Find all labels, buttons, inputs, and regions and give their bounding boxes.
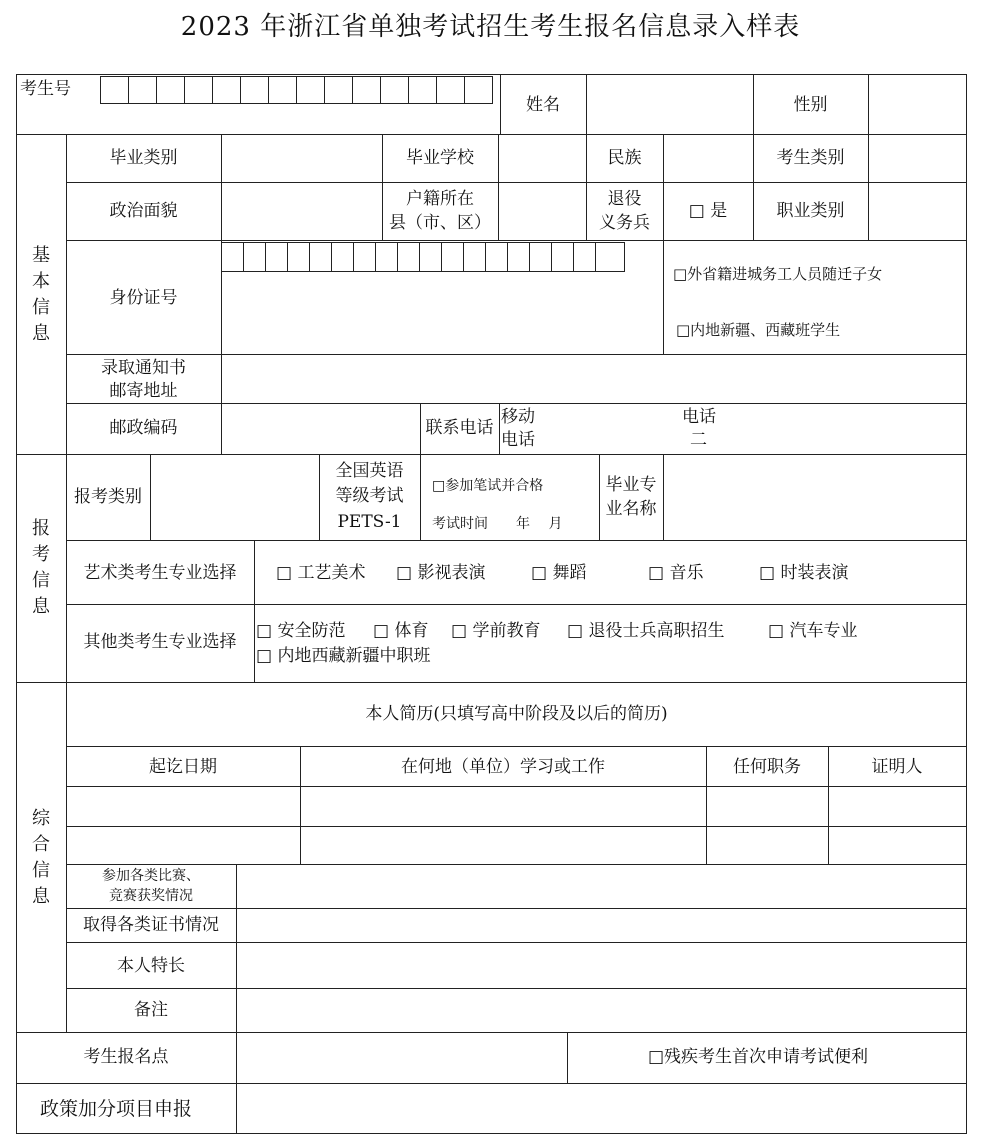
hukou-label-1: 户籍所在 [406,189,474,209]
certs-field[interactable] [237,909,965,941]
skills-field[interactable] [237,943,965,987]
disabled-checkbox[interactable]: □残疾考生首次申请考试便利 [648,1047,869,1067]
address-label-1: 录取通知书 [101,358,186,378]
bonus-label: 政策加分项目申报 [40,1098,193,1120]
awards-label-2: 竞赛获奖情况 [109,888,193,904]
mobile-label-2: 电话 [501,430,535,450]
awards-field[interactable] [237,865,965,907]
col-place: 在何地（单位）学习或工作 [401,757,605,777]
grad-school-field[interactable] [499,135,585,181]
resume-row[interactable] [67,827,965,863]
apply-type-label: 报考类别 [74,487,142,507]
major-field[interactable] [664,455,965,539]
name-field[interactable] [587,75,752,133]
site-label: 考生报名点 [83,1047,169,1067]
col-date: 起讫日期 [149,757,217,777]
grad-type-field[interactable] [222,135,381,181]
student-type-field[interactable] [869,135,965,181]
politics-field[interactable] [222,183,381,239]
awards-label-1: 参加各类比赛、 [102,868,200,884]
pets-label-2: 等级考试 [335,486,404,506]
hukou-label-2: 县（市、区） [389,213,491,233]
col-witness: 证明人 [871,757,923,777]
migrant-child-checkbox[interactable]: □外省籍进城务工人员随迁子女 [673,265,883,283]
name-label: 姓名 [526,95,560,115]
career-type-field[interactable] [869,183,965,239]
remarks-field[interactable] [237,989,965,1031]
phone2-label-2: 二 [690,430,707,450]
address-field[interactable] [222,355,965,402]
site-field[interactable] [237,1033,566,1082]
col-post: 任何职务 [733,757,801,777]
skills-label: 本人特长 [117,956,185,976]
contact-label: 联系电话 [425,418,494,438]
other-option-preschool[interactable]: □ 学前教育 [451,621,541,641]
xinjiang-tibet-checkbox[interactable]: □内地新疆、西藏班学生 [676,321,841,339]
mobile-field[interactable] [540,404,678,453]
art-option-music[interactable]: □ 音乐 [648,563,704,583]
career-type-label: 职业类别 [776,201,845,221]
art-option-fashion[interactable]: □ 时装表演 [759,563,849,583]
pets-pass-checkbox[interactable]: □参加笔试并合格 [432,478,544,494]
other-option-security[interactable]: □ 安全防范 [256,621,346,641]
student-type-label: 考生类别 [776,148,845,168]
address-label-2: 邮寄地址 [109,381,178,401]
grad-school-label: 毕业学校 [406,148,474,168]
politics-label: 政治面貌 [109,201,178,221]
gender-label: 性别 [793,95,828,115]
ethnicity-field[interactable] [664,135,752,181]
veteran-yes-checkbox[interactable]: □ 是 [688,201,728,221]
id-no-label: 身份证号 [109,288,178,308]
mobile-label-1: 移动 [501,407,535,427]
other-option-veteran[interactable]: □ 退役士兵高职招生 [567,621,725,641]
major-label-2: 业名称 [605,499,657,519]
veteran-label-1: 退役 [607,189,642,209]
section-apply-info: 报考信息 [32,518,50,617]
other-option-xinjiang-tibet[interactable]: □ 内地西藏新疆中职班 [256,646,431,666]
section-general-info: 综合信息 [32,808,50,907]
resume-row[interactable] [67,787,965,825]
remarks-label: 备注 [134,1000,168,1020]
phone2-field[interactable] [720,404,965,453]
hukou-field[interactable] [499,183,585,239]
postcode-label: 邮政编码 [109,418,178,438]
apply-type-field[interactable] [151,455,318,539]
pets-label-3: PETS-1 [337,512,402,532]
exam-no-label: 考生号 [20,79,71,99]
phone2-label-1: 电话 [682,407,716,427]
bonus-field[interactable] [237,1084,965,1132]
art-major-label: 艺术类考生专业选择 [83,563,237,583]
other-option-sports[interactable]: □ 体育 [373,621,429,641]
form-title: 2023 年浙江省单独考试招生考生报名信息录入样表 [180,12,801,42]
art-option-crafts[interactable]: □ 工艺美术 [276,563,366,583]
gender-field[interactable] [869,75,965,133]
postcode-field[interactable] [222,404,419,453]
section-basic-info: 基本信息 [32,245,50,344]
art-option-dance[interactable]: □ 舞蹈 [531,563,587,583]
pets-label-1: 全国英语 [335,461,404,481]
art-option-film-acting[interactable]: □ 影视表演 [396,563,486,583]
other-major-label: 其他类考生专业选择 [83,632,237,652]
grad-type-label: 毕业类别 [109,148,178,168]
pets-exam-time: 考试时间 年 月 [432,516,563,532]
ethnicity-label: 民族 [607,148,642,168]
major-label-1: 毕业专 [605,475,657,495]
resume-title: 本人简历(只填写高中阶段及以后的简历) [365,704,668,724]
veteran-label-2: 义务兵 [599,213,650,233]
other-option-auto[interactable]: □ 汽车专业 [768,621,858,641]
certs-label: 取得各类证书情况 [83,915,219,935]
